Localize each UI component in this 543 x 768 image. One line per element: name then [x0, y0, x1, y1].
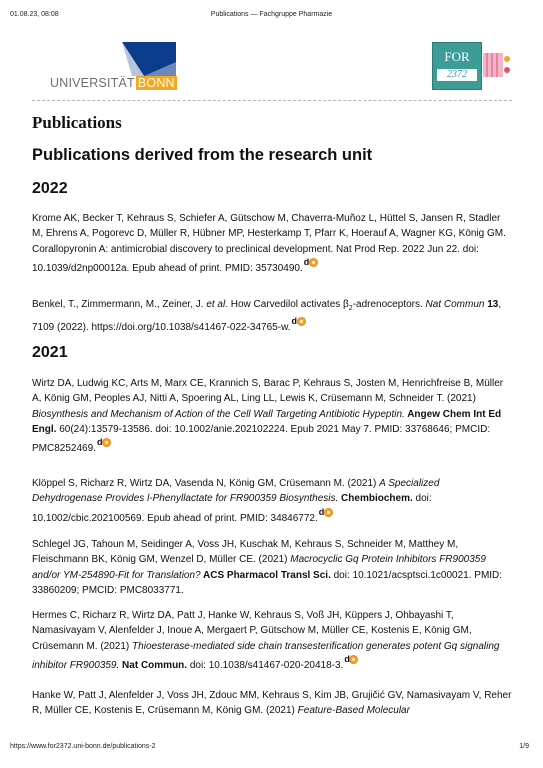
university-wordmark — [50, 76, 177, 90]
university-bonn-logo[interactable] — [50, 42, 185, 94]
dimensions-badge-icon[interactable]: d — [292, 316, 306, 327]
year-heading-2021: 2021 — [32, 344, 68, 361]
for-logo-box — [432, 42, 482, 90]
publication-entry: Wirtz DA, Ludwig KC, Arts M, Marx CE, Krannich S, Barac P, Kehraus S, Josten M, Henrichfreise B, Müller A, König GM, Peoples AJ, Nitti A, Spoering AL, Ling LL, Lewis K, Crüsemann M, Schneider T. (2021) Biosynthesis and Mechanism of Action of the Cell Wall Targeting Antibiotic Hypeptin. Angew Chem Int Ed Engl. 60(24):13579-13586. doi: 10.1002/anie.202102224. Epub 2021 May 7. PMID: 33768646; PMCID: PMC8252469. d — [32, 378, 504, 455]
university-logo-mark-icon — [122, 42, 176, 76]
for-logo-label: FOR — [444, 49, 470, 64]
publication-entry: Krome AK, Becker T, Kehraus S, Schiefer A, Gütschow M, Chaverra-Muñoz L, Hüttel S, Jansen R, Stadler M, Ehrens A, Pogorevc D, Müller R, Hübner MP, Hesterkamp T, Pfarr K, Hoerauf A, Wagner KG, König GM. Corallopyronin A: antimicrobial discovery to preclinical development. Nat Prod Rep. 2022 Jun 22. doi: 10.1039/d2np00012a. Epub ahead of print. PMID: 35730490. d — [32, 213, 506, 274]
print-url: https://www.for2372.uni-bonn.de/publications-2 — [10, 743, 156, 750]
dimensions-badge-icon[interactable]: d — [344, 654, 358, 665]
print-page-number: 1/9 — [519, 743, 529, 750]
dimensions-badge-icon[interactable]: d — [319, 507, 333, 518]
year-heading-2022: 2022 — [32, 180, 68, 197]
publication-entry: Hermes C, Richarz R, Wirtz DA, Patt J, Hanke W, Kehraus S, Voß JH, Küppers J, Ohbayashi T, Namasivayam V, Alenfelder J, Inoue A, Mergaert P, Gütschow M, Müller CE, Kostenis E, König GM, Crüsemann M. (2021) Thioesterase-mediated side chain transesterification generates potent Gq signaling inhibitor FR900359. Nat Commun. doi: 10.1038/s41467-020-20418-3. d — [32, 610, 500, 671]
page-heading: Publications derived from the research unit — [32, 146, 373, 164]
dimensions-badge-icon[interactable]: d — [304, 257, 318, 268]
university-word: UNIVERSITÄT — [50, 76, 135, 90]
publication-entry: Benkel, T., Zimmermann, M., Zeiner, J. et al. How Carvedilol activates $\beta_2$-adrenoceptors. Nat Commun 13, 7109 (2022). https://doi.org/10.1038/s41467-022-34765-w. d — [32, 299, 502, 334]
publication-entry: Klöppel S, Richarz R, Wirtz DA, Vasenda N, König GM, Crüsemann M. (2021) A Specialized Dehydrogenase Provides l-Phenyllactate for FR900359 Biosynthesis. Chembiochem. doi: 10.1002/cbic.202100569. Epub ahead of print. PMID: 34846772. d — [32, 478, 440, 524]
print-title: Publications — Fachgruppe Pharmazie — [210, 11, 333, 18]
dimensions-badge-icon[interactable]: d — [97, 437, 111, 448]
header-divider — [32, 100, 512, 101]
receptor-graphic-icon — [482, 50, 512, 80]
print-datetime: 01.08.23, 08:08 — [10, 11, 59, 18]
publication-entry: Schlegel JG, Tahoun M, Seidinger A, Voss JH, Kuschak M, Kehraus S, Schneider M, Matthey M, Fleischmann BK, König GM, Wenzel D, Müller CE. (2021) Macrocyclic Gq Protein Inhibitors FR900359 and/or YM-254890-Fit for Translation? ACS Pharmacol Transl Sci. doi: 10.1021/acsptsci.1c00021. PMID: 33860209; PMCID: PMC8033771. — [32, 539, 503, 596]
site-title: Publications — [32, 113, 122, 132]
for2372-logo[interactable] — [432, 42, 514, 90]
university-bonn-word: BONN — [137, 76, 175, 90]
publication-entry: Hanke W, Patt J, Alenfelder J, Voss JH, Zdouc MM, Kehraus S, Kim JB, Grujičić GV, Namasivayam V, Reher R, Müller CE, Kostenis E, Crüsemann M, König GM. (2021) Feature-Based Molecular — [32, 690, 512, 717]
doi-link[interactable]: , 7109 (2022). https://doi.org/10.1038/s41467-022-34765-w. — [32, 299, 502, 334]
for-logo-number: 2372 — [437, 69, 477, 81]
